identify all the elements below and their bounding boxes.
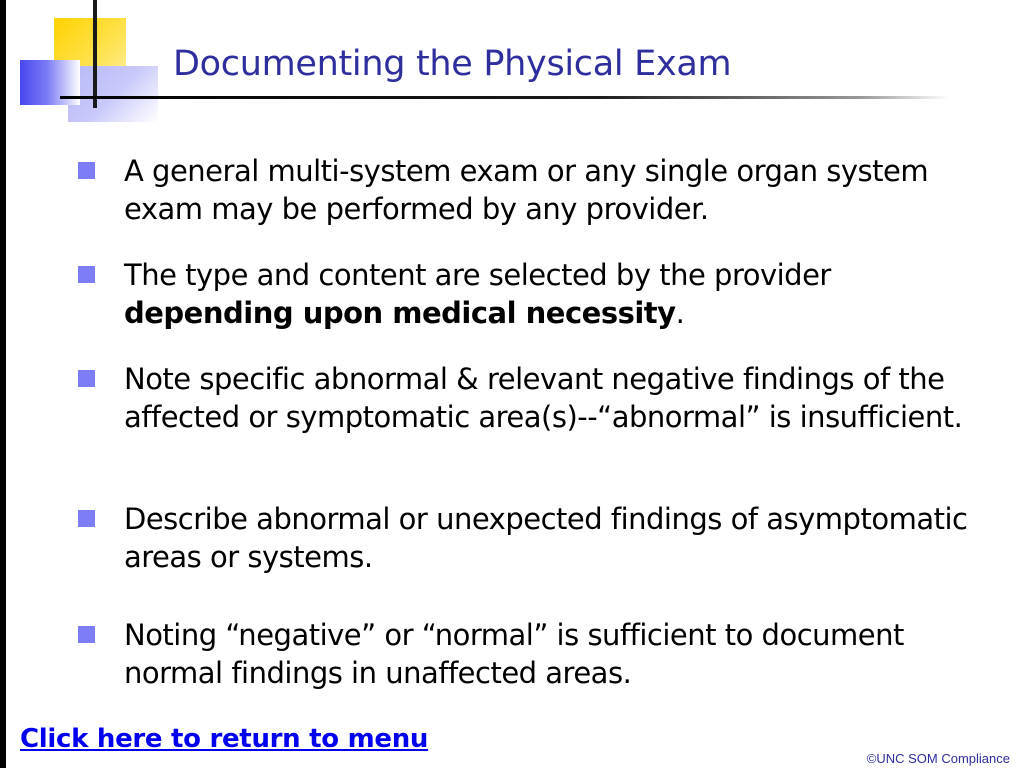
square-bullet-icon	[78, 626, 95, 643]
slide-title: Documenting the Physical Exam	[173, 44, 732, 84]
bullet-text: Noting “negative” or “normal” is sufficient to document normal findings in unaffected areas.	[124, 618, 904, 690]
corner-decoration	[0, 0, 170, 125]
square-bullet-icon	[78, 266, 95, 283]
bullet-text: Note specific abnormal & relevant negative findings of the affected or symptomatic area(s)--“abnormal” is insufficient.	[124, 362, 963, 434]
square-bullet-icon	[78, 162, 95, 179]
bullet-text: Describe abnormal or unexpected findings of asymptomatic areas or systems.	[124, 502, 968, 574]
title-underline	[60, 96, 950, 99]
return-to-menu-link[interactable]: Click here to return to menu	[20, 724, 429, 754]
decor-vertical-line	[93, 0, 97, 108]
bullet-text-end: .	[675, 296, 685, 330]
square-bullet-icon	[78, 370, 95, 387]
bullet-text-bold: depending upon medical necessity	[124, 296, 676, 330]
bullet-text-plain: The type and content are selected by the provider	[124, 258, 831, 292]
bullet-text	[124, 256, 974, 332]
bullet-text: A general multi-system exam or any single organ system exam may be performed by any provider.	[124, 154, 929, 226]
square-bullet-icon	[78, 510, 95, 527]
decor-lilac-square	[68, 66, 158, 122]
copyright-notice: ©UNC SOM Compliance	[866, 751, 1010, 766]
